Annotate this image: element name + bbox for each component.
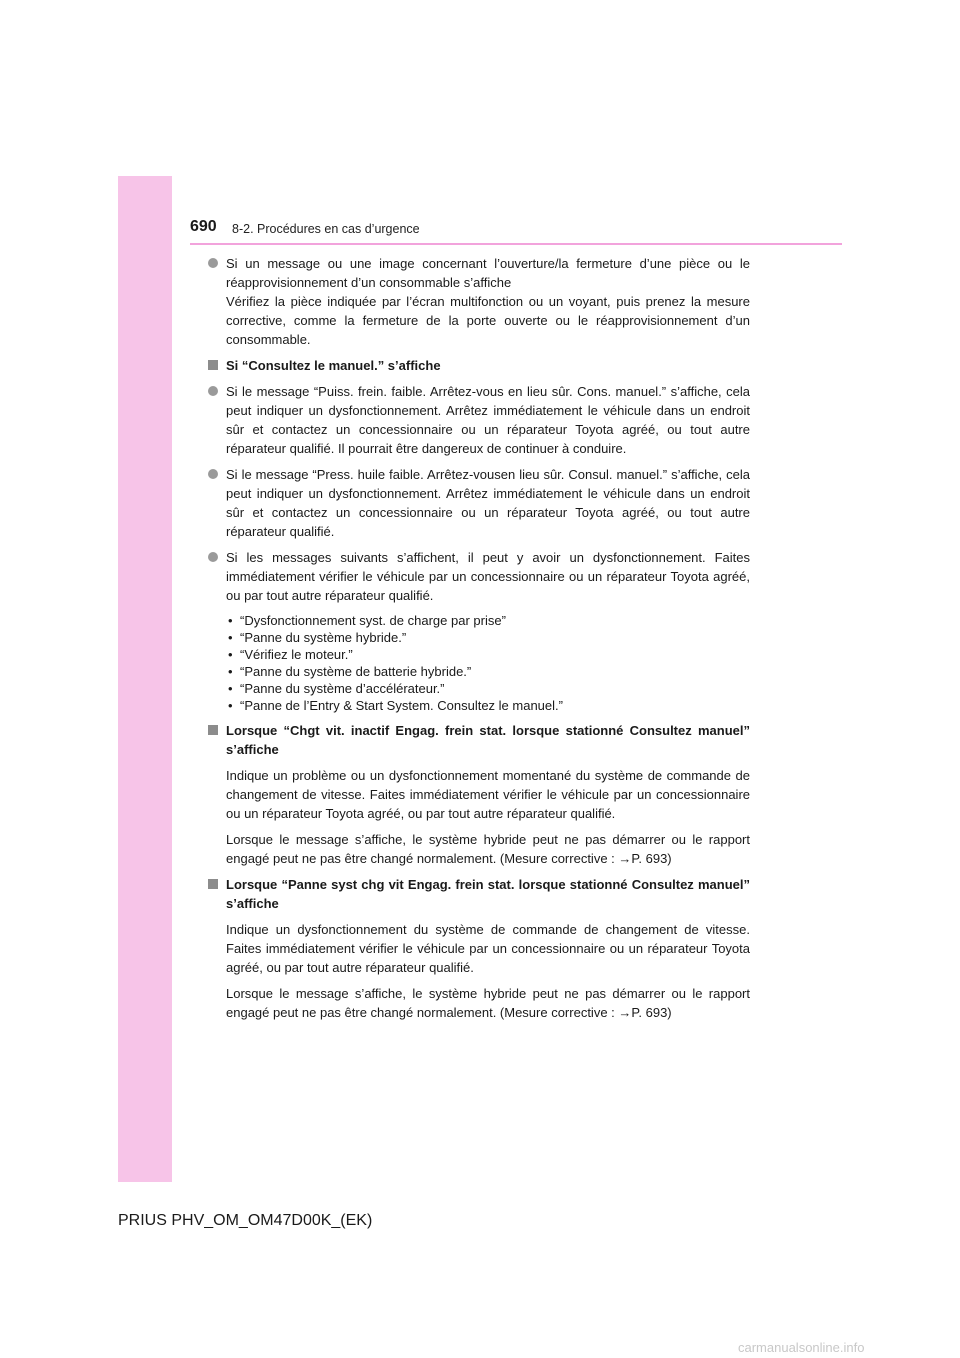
message-item: • “Panne du système d’accélérateur.”	[226, 680, 750, 697]
section-heading-panne: Lorsque “Panne syst chg vit Engag. frein stat. lorsque stationné Consultez manuel” s’affiche	[208, 875, 750, 913]
item-description: Vérifiez la pièce indiquée par l’écran multifonction ou un voyant, puis prenez la mesure corrective, comme la fermeture de la porte ouverte ou le réapprovisionnement d’un consommable.	[226, 294, 750, 347]
message-list	[226, 612, 750, 714]
paragraph: Indique un dysfonctionnement du système de commande de changement de vitesse. Faites immédiatement vérifier le véhicule par un concessionnaire ou un réparateur Toyota agréé, ou par tout autre réparateur qualifié.	[226, 922, 750, 975]
list-item: Si le message “Press. huile faible. Arrêtez-vousen lieu sûr. Consul. manuel.” s’affiche, cela peut indiquer un dysfonctionnement. Arrêtez immédiatement le véhicule dans un endroit sûr et contactez un concessionnaire ou un réparateur Toyota agréé, ou tout autre réparateur qualifié.	[208, 465, 750, 541]
message-item: • “Vérifiez le moteur.”	[226, 646, 750, 663]
square-bullet-icon	[208, 879, 218, 889]
section-heading-consultez: Si “Consultez le manuel.” s’affiche	[208, 356, 750, 375]
circle-bullet-icon	[208, 469, 218, 479]
page-content	[208, 254, 750, 1029]
section-title: 8-2. Procédures en cas d’urgence	[232, 222, 420, 236]
document-code: PRIUS PHV_OM_OM47D00K_(EK)	[118, 1212, 373, 1229]
item-title: Si un message ou une image concernant l’ouverture/la fermeture d’une pièce ou le réapprovisionnement d’un consommable s’affiche	[226, 256, 750, 290]
square-bullet-icon	[208, 360, 218, 370]
message-item: • “Dysfonctionnement syst. de charge par prise”	[226, 612, 750, 629]
watermark: carmanualsonline.info	[738, 1340, 865, 1355]
header-divider	[190, 243, 842, 245]
circle-bullet-icon	[208, 386, 218, 396]
paragraph: Lorsque le message s’affiche, le système hybride peut ne pas démarrer ou le rapport engagé peut ne pas être changé normalement. (Mesure corrective : →P. 693)	[226, 832, 750, 866]
message-item: • “Panne de l’Entry & Start System. Consultez le manuel.”	[226, 697, 750, 714]
section-heading-chgt: Lorsque “Chgt vit. inactif Engag. frein stat. lorsque stationné Consultez manuel” s’affiche	[208, 721, 750, 759]
list-item: Si le message “Puiss. frein. faible. Arrêtez-vous en lieu sûr. Cons. manuel.” s’affiche, cela peut indiquer un dysfonctionnement. Arrêtez immédiatement le véhicule dans un endroit sûr et contactez un concessionnaire ou un réparateur Toyota agréé, ou tout autre réparateur qualifié. Il pourrait être dangereux de continuer à conduire.	[208, 382, 750, 458]
list-item	[208, 254, 750, 349]
list-item: Si les messages suivants s’affichent, il peut y avoir un dysfonctionnement. Faites immédiatement vérifier le véhicule par un concessionnaire ou un réparateur Toyota agréé, ou par tout autre réparateur qualifié.	[208, 548, 750, 605]
circle-bullet-icon	[208, 258, 218, 268]
page-number: 690	[190, 218, 217, 235]
circle-bullet-icon	[208, 552, 218, 562]
message-item: • “Panne du système de batterie hybride.”	[226, 663, 750, 680]
message-item: • “Panne du système hybride.”	[226, 629, 750, 646]
paragraph: Lorsque le message s’affiche, le système hybride peut ne pas démarrer ou le rapport engagé peut ne pas être changé normalement. (Mesure corrective : →P. 693)	[226, 986, 750, 1020]
paragraph: Indique un problème ou un dysfonctionnement momentané du système de commande de changement de vitesse. Faites immédiatement vérifier le véhicule par un concessionnaire ou un réparateur Toyota agréé, ou par tout autre réparateur qualifié.	[226, 768, 750, 821]
square-bullet-icon	[208, 725, 218, 735]
side-color-band	[118, 176, 172, 1182]
